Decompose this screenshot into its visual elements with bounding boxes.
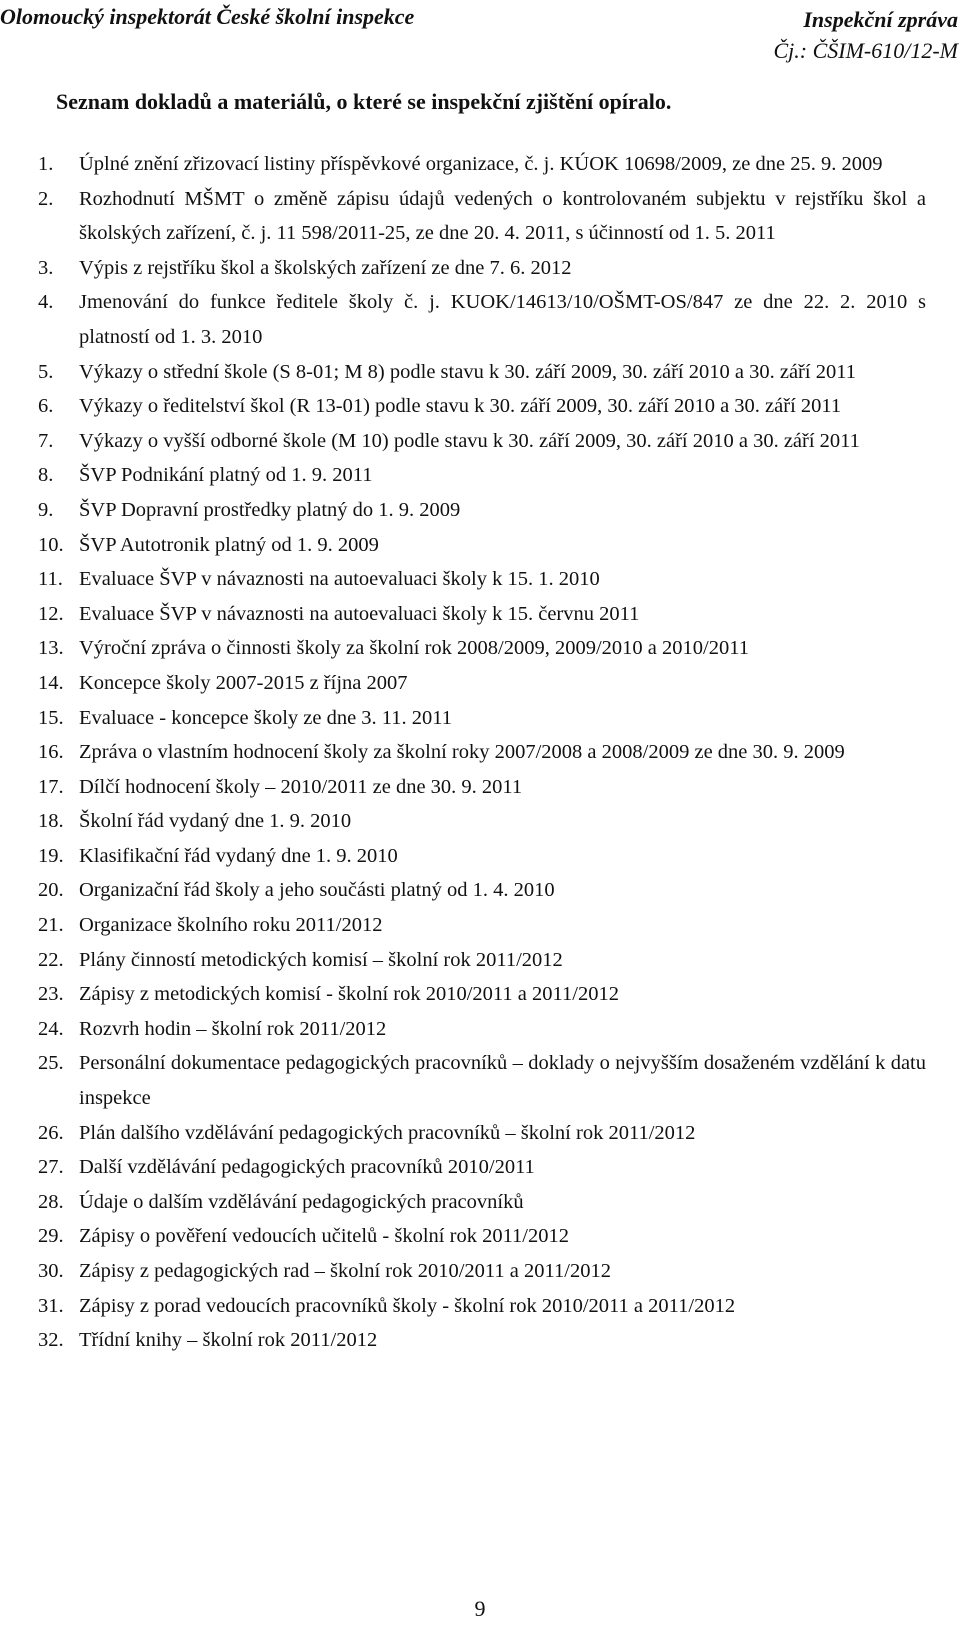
list-item-number: 24. [38, 1017, 64, 1040]
list-item-text: Koncepce školy 2007-2015 z října 2007 [79, 671, 408, 694]
list-item [38, 1219, 926, 1254]
list-item-number: 15. [38, 706, 64, 729]
list-item [38, 1116, 926, 1151]
header-organization: Olomoucký inspektorát České školní inspekce [0, 4, 415, 29]
section-title: Seznam dokladů a materiálů, o které se inspekční zjištění opíralo. [56, 89, 672, 114]
list-item-number: 11. [38, 568, 63, 591]
list-item-number: 27. [38, 1156, 64, 1179]
list-item-text: Zpráva o vlastním hodnocení školy za školní roky 2007/2008 a 2008/2009 ze dne 30. 9. 2009 [79, 741, 845, 764]
list-item [38, 1323, 926, 1358]
documents-list [38, 147, 926, 1358]
list-item [38, 597, 926, 632]
list-item-text: Evaluace - koncepce školy ze dne 3. 11. 2011 [79, 706, 453, 729]
list-item [38, 1185, 926, 1220]
list-item-text: Výpis z rejstříku škol a školských zařízení ze dne 7. 6. 2012 [79, 256, 572, 279]
header-reference-number: Čj.: ČŠIM-610/12-M [773, 38, 958, 63]
list-item-text: Výroční zpráva o činnosti školy za školní rok 2008/2009, 2009/2010 a 2010/2011 [79, 637, 749, 660]
list-item-number: 3. [38, 256, 54, 279]
list-item-number: 16. [38, 741, 64, 764]
list-item-number: 12. [38, 602, 64, 625]
list-item-number: 22. [38, 948, 64, 971]
list-item-text: Jmenování do funkce ředitele školy č. j. KUOK/14613/10/OŠMT-OS/847 ze dne 22. 2. 2010 s platností od 1. 3. 2010 [79, 291, 926, 348]
list-item [38, 1150, 926, 1185]
list-item-text: Klasifikační řád vydaný dne 1. 9. 2010 [79, 844, 398, 867]
list-item-number: 26. [38, 1121, 64, 1144]
list-item [38, 839, 926, 874]
header-document-type: Inspekční zpráva [803, 7, 958, 32]
list-item [38, 873, 926, 908]
list-item [38, 528, 926, 563]
list-item-number: 10. [38, 533, 64, 556]
list-item-text: Výkazy o střední škole (S 8-01; M 8) podle stavu k 30. září 2009, 30. září 2010 a 30. září 2011 [79, 360, 856, 383]
list-item-text: Organizační řád školy a jeho součásti platný od 1. 4. 2010 [79, 879, 555, 902]
list-item-text: Plán dalšího vzdělávání pedagogických pracovníků – školní rok 2011/2012 [79, 1121, 696, 1144]
list-item-number: 28. [38, 1190, 64, 1213]
list-item [38, 562, 926, 597]
list-item [38, 458, 926, 493]
list-item-number: 4. [38, 291, 54, 314]
list-item-number: 14. [38, 671, 64, 694]
list-item-text: Zápisy o pověření vedoucích učitelů - školní rok 2011/2012 [79, 1225, 569, 1248]
list-item [38, 251, 926, 286]
list-item [38, 1289, 926, 1324]
list-item-number: 13. [38, 637, 64, 660]
list-item-number: 2. [38, 187, 54, 210]
list-item-number: 5. [38, 360, 54, 383]
list-item-text: Rozhodnutí MŠMT o změně zápisu údajů vedených o kontrolovaném subjektu v rejstříku škol a školských zařízení, č. j. 11 598/2011-25, ze dne 20. 4. 2011, s účinností od 1. 5. 2011 [79, 187, 926, 245]
list-item [38, 1254, 926, 1289]
list-item [38, 1012, 926, 1047]
list-item [38, 666, 926, 701]
list-item-number: 20. [38, 879, 64, 902]
list-item-text: Úplné znění zřizovací listiny příspěvkové organizace, č. j. KÚOK 10698/2009, ze dne 25. 9. 2009 [79, 153, 883, 175]
list-item-text: Zápisy z pedagogických rad – školní rok 2010/2011 a 2011/2012 [79, 1260, 611, 1282]
list-item [38, 182, 926, 251]
list-item-text: Evaluace ŠVP v návaznosti na autoevaluaci školy k 15. 1. 2010 [79, 568, 600, 591]
list-item-text: Zápisy z metodických komisí - školní rok 2010/2011 a 2011/2012 [79, 983, 619, 1006]
list-item [38, 355, 926, 390]
list-item-text: Další vzdělávání pedagogických pracovníků 2010/2011 [79, 1156, 535, 1179]
list-item [38, 735, 926, 770]
list-item [38, 804, 926, 839]
header-document-info [773, 4, 958, 66]
list-item-number: 1. [38, 153, 54, 175]
list-item [38, 285, 926, 354]
list-item-text: Personální dokumentace pedagogických pracovníků – doklady o nejvyšším dosaženém vzdělání k datu inspekce [79, 1052, 926, 1110]
list-item-number: 30. [38, 1260, 64, 1282]
list-item-number: 31. [38, 1294, 64, 1317]
list-item [38, 147, 926, 182]
list-item-text: ŠVP Podnikání platný od 1. 9. 2011 [79, 464, 373, 487]
list-item-number: 29. [38, 1225, 64, 1248]
list-item [38, 908, 926, 943]
list-item-number: 17. [38, 775, 64, 798]
list-item-number: 6. [38, 395, 54, 418]
list-item-text: Údaje o dalším vzdělávání pedagogických pracovníků [79, 1190, 524, 1213]
list-item-text: Dílčí hodnocení školy – 2010/2011 ze dne 30. 9. 2011 [79, 775, 523, 798]
list-item-number: 8. [38, 464, 54, 487]
list-item-text: Školní řád vydaný dne 1. 9. 2010 [79, 810, 352, 833]
list-item-text: ŠVP Autotronik platný od 1. 9. 2009 [79, 533, 379, 556]
list-item-number: 18. [38, 810, 64, 833]
list-item-text: Evaluace ŠVP v návaznosti na autoevaluaci školy k 15. červnu 2011 [79, 602, 640, 625]
list-item-text: Organizace školního roku 2011/2012 [79, 914, 383, 937]
list-item-text: ŠVP Dopravní prostředky platný do 1. 9. 2009 [79, 498, 461, 521]
list-item-number: 23. [38, 983, 64, 1006]
list-item-text: Výkazy o ředitelství škol (R 13-01) podle stavu k 30. září 2009, 30. září 2010 a 30. září 2011 [79, 395, 842, 418]
list-item-text: Výkazy o vyšší odborné škole (M 10) podle stavu k 30. září 2009, 30. září 2010 a 30. září 2011 [79, 429, 860, 452]
list-item [38, 977, 926, 1012]
list-item-text: Rozvrh hodin – školní rok 2011/2012 [79, 1017, 387, 1040]
list-item-text: Třídní knihy – školní rok 2011/2012 [79, 1329, 378, 1352]
list-item-text: Zápisy z porad vedoucích pracovníků školy - školní rok 2010/2011 a 2011/2012 [79, 1294, 736, 1317]
list-item-number: 9. [38, 498, 54, 521]
page-header [0, 4, 960, 64]
list-item [38, 770, 926, 805]
list-item-text: Plány činností metodických komisí – školní rok 2011/2012 [79, 948, 563, 971]
list-item-number: 21. [38, 914, 64, 937]
list-item [38, 424, 926, 459]
list-item [38, 1046, 926, 1115]
page-number: 9 [474, 1596, 486, 1621]
list-item [38, 389, 926, 424]
list-item [38, 701, 926, 736]
list-item [38, 493, 926, 528]
list-item [38, 631, 926, 666]
list-item-number: 7. [38, 429, 54, 452]
list-item [38, 943, 926, 978]
list-item-number: 32. [38, 1329, 64, 1352]
list-item-number: 19. [38, 844, 64, 867]
list-item-number: 25. [38, 1052, 64, 1075]
